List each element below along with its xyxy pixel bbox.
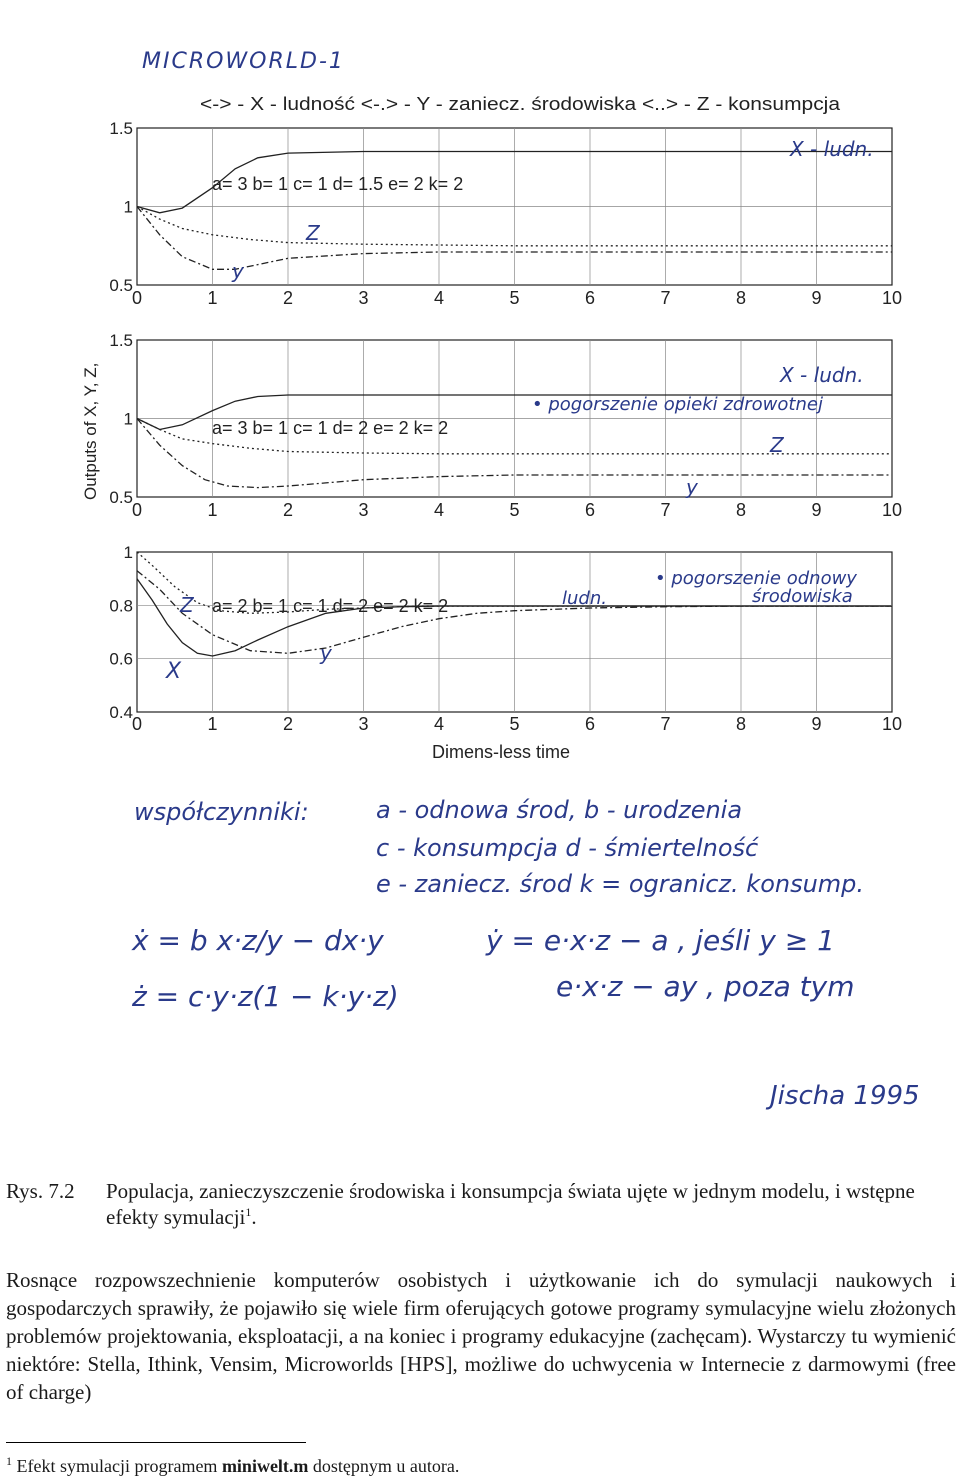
footnote bbox=[6, 1455, 459, 1477]
x-tick-label: 9 bbox=[811, 288, 822, 308]
equation-x: ẋ = b x·z/y − dx·y bbox=[132, 924, 384, 957]
coefficient-line-2: c - konsumpcja d - śmiertelność bbox=[376, 834, 759, 862]
x-tick-label: 0 bbox=[131, 288, 143, 308]
x-axis-label: Dimens-less time bbox=[432, 742, 571, 762]
caption-footnote-mark: 1 bbox=[245, 1205, 252, 1219]
x-tick-label: 0 bbox=[131, 500, 143, 520]
x-tick-label: 3 bbox=[358, 288, 369, 308]
caption-text: Populacja, zanieczyszczenie środowiska i konsumpcja świata ujęte w jednym modelu, i wstępne efekty symulacji bbox=[106, 1179, 915, 1229]
equation-z: ż = c·y·z(1 − k·y·z) bbox=[132, 980, 399, 1013]
y-tick-label: 0.8 bbox=[109, 596, 133, 616]
x-tick-label: 4 bbox=[433, 288, 445, 308]
panel-parameters: a= 3 b= 1 c= 1 d= 1.5 e= 2 k= 2 bbox=[212, 174, 464, 194]
y-tick-label: 1 bbox=[123, 197, 133, 217]
y-axis-label: Outputs of X, Y, Z, bbox=[81, 362, 100, 500]
panel3-note-2: środowiska bbox=[752, 586, 853, 607]
x-tick-label: 1 bbox=[207, 714, 218, 734]
footnote-mark: 1 bbox=[6, 1454, 12, 1468]
footnote-program-name: miniwelt.m bbox=[221, 1456, 309, 1476]
coefficients-heading: współczynniki: bbox=[134, 798, 309, 826]
x-tick-label: 7 bbox=[660, 500, 671, 520]
x-tick-label: 7 bbox=[660, 714, 671, 734]
x-tick-label: 5 bbox=[509, 288, 520, 308]
panel3-label-y: y bbox=[320, 641, 332, 665]
panel3-label-ludn: ludn. bbox=[562, 588, 607, 609]
x-tick-label: 5 bbox=[509, 500, 520, 520]
x-tick-label: 1 bbox=[207, 288, 218, 308]
x-tick-label: 6 bbox=[584, 500, 596, 520]
signature: Jischa 1995 bbox=[770, 1081, 920, 1111]
panel2-label-z: Z bbox=[770, 433, 784, 457]
equation-y-else: e·x·z − ay , poza tym bbox=[556, 970, 855, 1003]
footnote-text-before: Efekt symulacji programem bbox=[12, 1456, 222, 1476]
caption-end: . bbox=[251, 1205, 257, 1229]
x-tick-label: 2 bbox=[282, 500, 294, 520]
y-tick-label: 0.6 bbox=[109, 649, 133, 669]
panel1-label-x: X - ludn. bbox=[790, 137, 874, 161]
x-tick-label: 9 bbox=[811, 714, 822, 734]
equation-y: ẏ = e·x·z − a , jeśli y ≥ 1 bbox=[486, 924, 835, 957]
caption-number: Rys. 7.2 bbox=[6, 1179, 75, 1203]
panel3-label-z: Z bbox=[180, 593, 194, 617]
x-tick-label: 3 bbox=[358, 714, 369, 734]
x-tick-label: 4 bbox=[433, 714, 445, 734]
footnote-rule bbox=[6, 1442, 306, 1443]
x-tick-label: 1 bbox=[207, 500, 218, 520]
x-tick-label: 8 bbox=[735, 714, 747, 734]
body-paragraph: Rosnące rozpowszechnienie komputerów osobistych i użytkowanie ich do symulacji naukowych i gospodarczych sprawiły, że pojawiło się wiele firm oferujących gotowe programy symulacyjne wielu złożonych problemów projektowania, eksploatacji, a na koniec i programy edukacyjne (zachęcam). Wystarczy tu wymienić niektóre: Stella, Ithink, Vensim, Microworlds [HPS], możliwe do uchwycenia w Internecie z darmowymi (free of charge) bbox=[6, 1268, 956, 1404]
x-tick-label: 10 bbox=[881, 714, 903, 734]
footnote-text-after: dostępnym u autora. bbox=[308, 1456, 460, 1476]
panel2-label-y: y bbox=[686, 475, 698, 499]
panel2-note: • pogorszenie opieki zdrowotnej bbox=[532, 394, 823, 415]
y-tick-label: 0.4 bbox=[109, 703, 133, 722]
x-tick-label: 5 bbox=[509, 714, 520, 734]
panel1-label-y: y bbox=[232, 259, 244, 283]
coefficient-line-3: e - zaniecz. środ k = ogranicz. konsump. bbox=[376, 870, 865, 898]
x-tick-label: 3 bbox=[358, 500, 369, 520]
x-tick-label: 9 bbox=[811, 500, 822, 520]
coefficient-line-1: a - odnowa środ, b - urodzenia bbox=[376, 796, 743, 824]
y-tick-label: 0.5 bbox=[109, 488, 133, 507]
y-tick-label: 1 bbox=[123, 543, 133, 562]
x-tick-label: 2 bbox=[282, 714, 294, 734]
y-tick-label: 1.5 bbox=[109, 119, 133, 138]
panel3-label-x: X bbox=[166, 659, 182, 684]
y-tick-label: 1 bbox=[123, 409, 133, 429]
panel3-note-1: • pogorszenie odnowy bbox=[655, 568, 857, 589]
x-tick-label: 0 bbox=[131, 714, 143, 734]
x-tick-label: 10 bbox=[881, 500, 903, 520]
chart-panels bbox=[109, 119, 902, 734]
x-tick-label: 10 bbox=[881, 288, 903, 308]
panel2-label-x: X - ludn. bbox=[780, 363, 864, 387]
panel1-label-z: Z bbox=[306, 221, 320, 245]
x-tick-label: 8 bbox=[735, 288, 747, 308]
x-tick-label: 4 bbox=[433, 500, 445, 520]
x-tick-label: 6 bbox=[584, 288, 596, 308]
panel-parameters: a= 3 b= 1 c= 1 d= 2 e= 2 k= 2 bbox=[212, 418, 449, 438]
legend-line: <-> - X - ludność <-.> - Y - zaniecz. środowiska <..> - Z - konsumpcja bbox=[200, 94, 842, 114]
x-tick-label: 8 bbox=[735, 500, 747, 520]
y-tick-label: 1.5 bbox=[109, 331, 133, 350]
panel-parameters: a= 2 b= 1 c= 1 d= 2 e= 2 k= 2 bbox=[212, 596, 449, 616]
handwritten-title: MICROWORLD-1 bbox=[142, 49, 345, 74]
x-tick-label: 7 bbox=[660, 288, 671, 308]
x-tick-label: 2 bbox=[282, 288, 294, 308]
y-tick-label: 0.5 bbox=[109, 276, 133, 295]
x-tick-label: 6 bbox=[584, 714, 596, 734]
caption-text-block bbox=[106, 1178, 926, 1230]
